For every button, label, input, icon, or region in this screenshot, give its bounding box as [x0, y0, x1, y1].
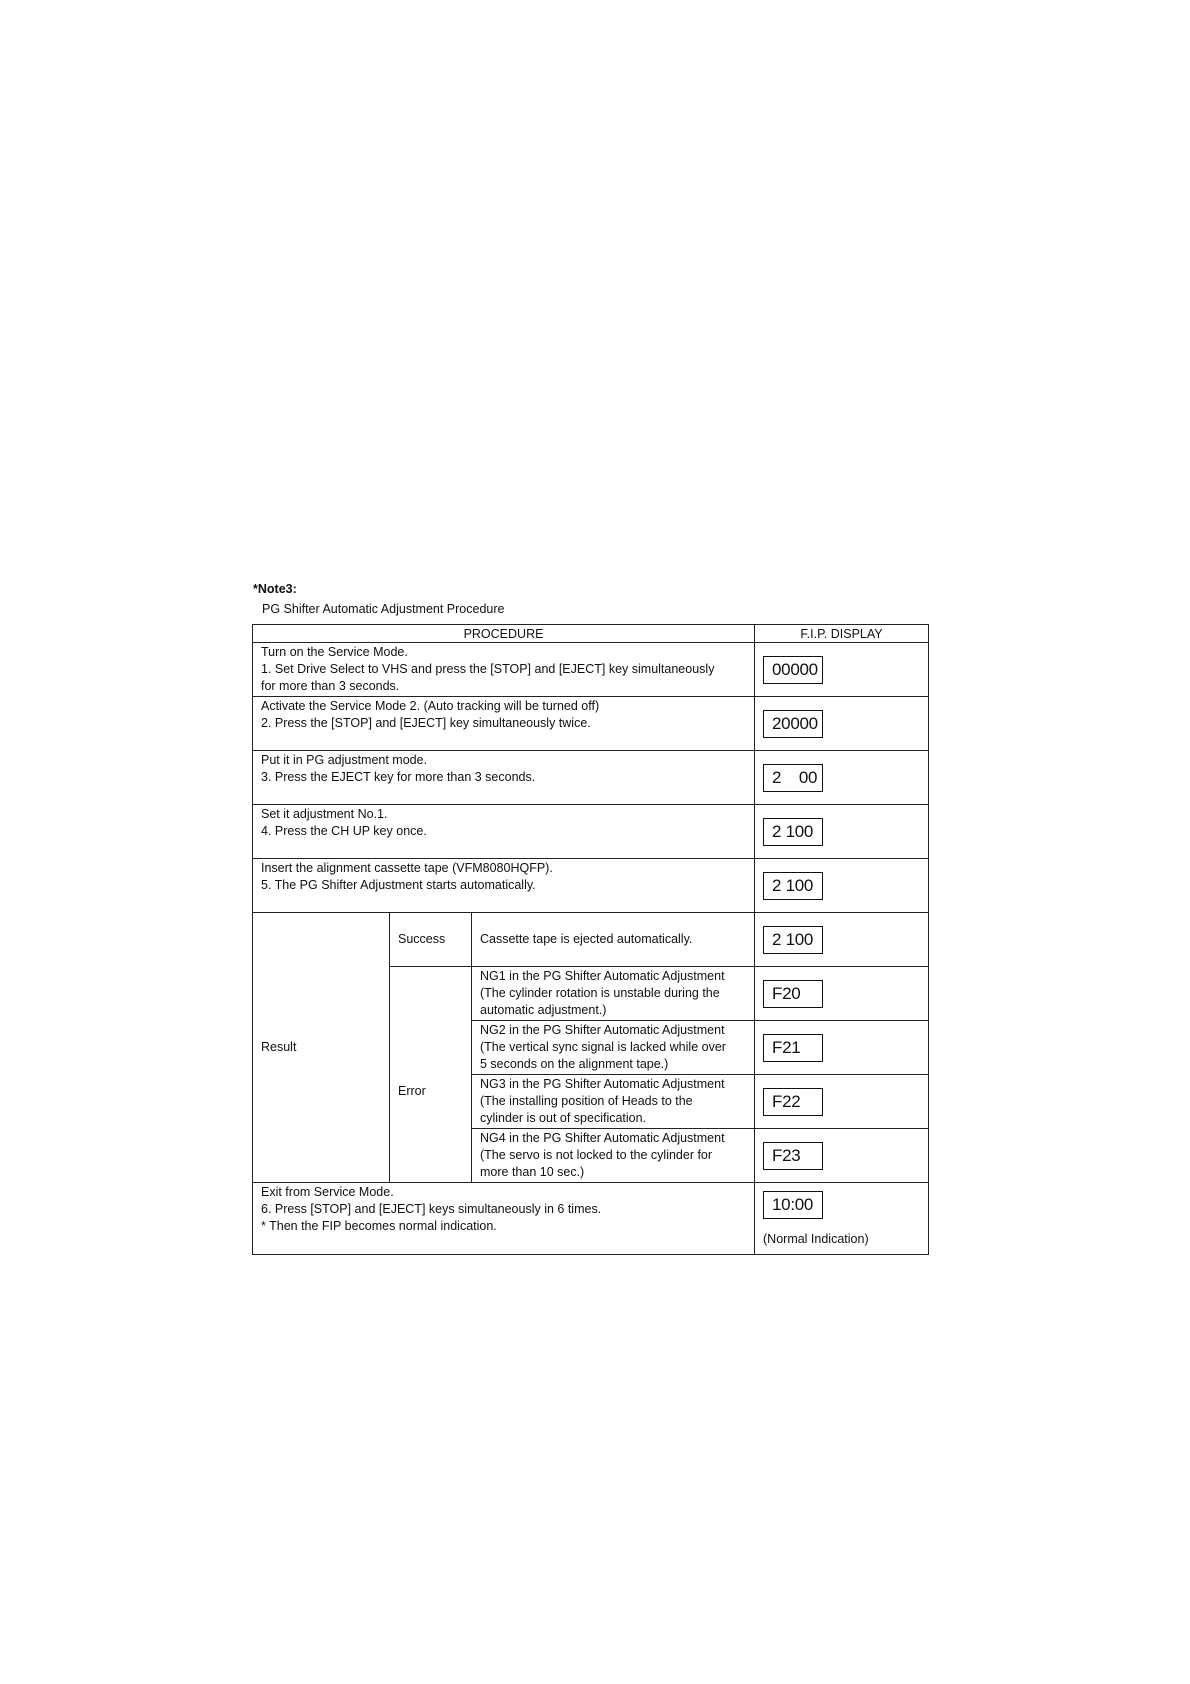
ng4-text: NG4 in the PG Shifter Automatic Adjustment (The servo is not locked to the cylinder for more than 10 sec.) [472, 1129, 755, 1183]
procedure-subtitle: PG Shifter Automatic Adjustment Procedure [262, 602, 505, 616]
step-5-display-cell [755, 859, 929, 913]
ng1-display-cell [755, 967, 929, 1021]
table-row [253, 643, 929, 697]
table-row [253, 751, 929, 805]
fip-display: F20 [763, 980, 823, 1008]
result-label: Result [253, 913, 390, 1183]
ng1-text: NG1 in the PG Shifter Automatic Adjustment (The cylinder rotation is unstable during the automatic adjustment.) [472, 967, 755, 1021]
ng2-text: NG2 in the PG Shifter Automatic Adjustment (The vertical sync signal is lacked while over 5 seconds on the alignment tape.) [472, 1021, 755, 1075]
fip-display: F21 [763, 1034, 823, 1062]
table-row [253, 1183, 929, 1255]
fip-display: 2 00 [763, 764, 823, 792]
ng2-display-cell [755, 1021, 929, 1075]
exit-display-cell [755, 1183, 929, 1255]
table-row [253, 805, 929, 859]
step-2-display-cell [755, 697, 929, 751]
fip-display: F23 [763, 1142, 823, 1170]
error-label: Error [390, 967, 472, 1183]
fip-display: F22 [763, 1088, 823, 1116]
ng3-display-cell [755, 1075, 929, 1129]
table-row [253, 913, 929, 967]
table-header-row [253, 625, 929, 643]
ng3-text: NG3 in the PG Shifter Automatic Adjustment (The installing position of Heads to the cylinder is out of specification. [472, 1075, 755, 1129]
note-label: *Note3: [253, 582, 297, 596]
step-4-text: Set it adjustment No.1. 4. Press the CH UP key once. [253, 805, 755, 859]
normal-indication-note: (Normal Indication) [763, 1232, 869, 1246]
success-label: Success [390, 913, 472, 967]
step-3-display-cell [755, 751, 929, 805]
success-text: Cassette tape is ejected automatically. [472, 913, 755, 967]
step-2-text: Activate the Service Mode 2. (Auto tracking will be turned off) 2. Press the [STOP] and [EJECT] key simultaneously twice. [253, 697, 755, 751]
fip-display-header: F.I.P. DISPLAY [755, 625, 929, 643]
success-display-cell [755, 913, 929, 967]
step-3-text: Put it in PG adjustment mode. 3. Press the EJECT key for more than 3 seconds. [253, 751, 755, 805]
step-5-text: Insert the alignment cassette tape (VFM8080HQFP). 5. The PG Shifter Adjustment starts automatically. [253, 859, 755, 913]
fip-display: 00000 [763, 656, 823, 684]
step-1-display-cell [755, 643, 929, 697]
fip-display: 2 100 [763, 818, 823, 846]
fip-display: 20000 [763, 710, 823, 738]
procedure-header: PROCEDURE [253, 625, 755, 643]
ng4-display-cell [755, 1129, 929, 1183]
table-row [253, 697, 929, 751]
step-1-text: Turn on the Service Mode. 1. Set Drive Select to VHS and press the [STOP] and [EJECT] key simultaneously for more than 3 seconds. [253, 643, 755, 697]
fip-display: 2 100 [763, 872, 823, 900]
fip-display: 10:00 [763, 1191, 823, 1219]
table-row [253, 859, 929, 913]
procedure-table [252, 624, 929, 1255]
fip-display: 2 100 [763, 926, 823, 954]
step-4-display-cell [755, 805, 929, 859]
exit-text: Exit from Service Mode. 6. Press [STOP] and [EJECT] keys simultaneously in 6 times. * Then the FIP becomes normal indication. [253, 1183, 755, 1255]
